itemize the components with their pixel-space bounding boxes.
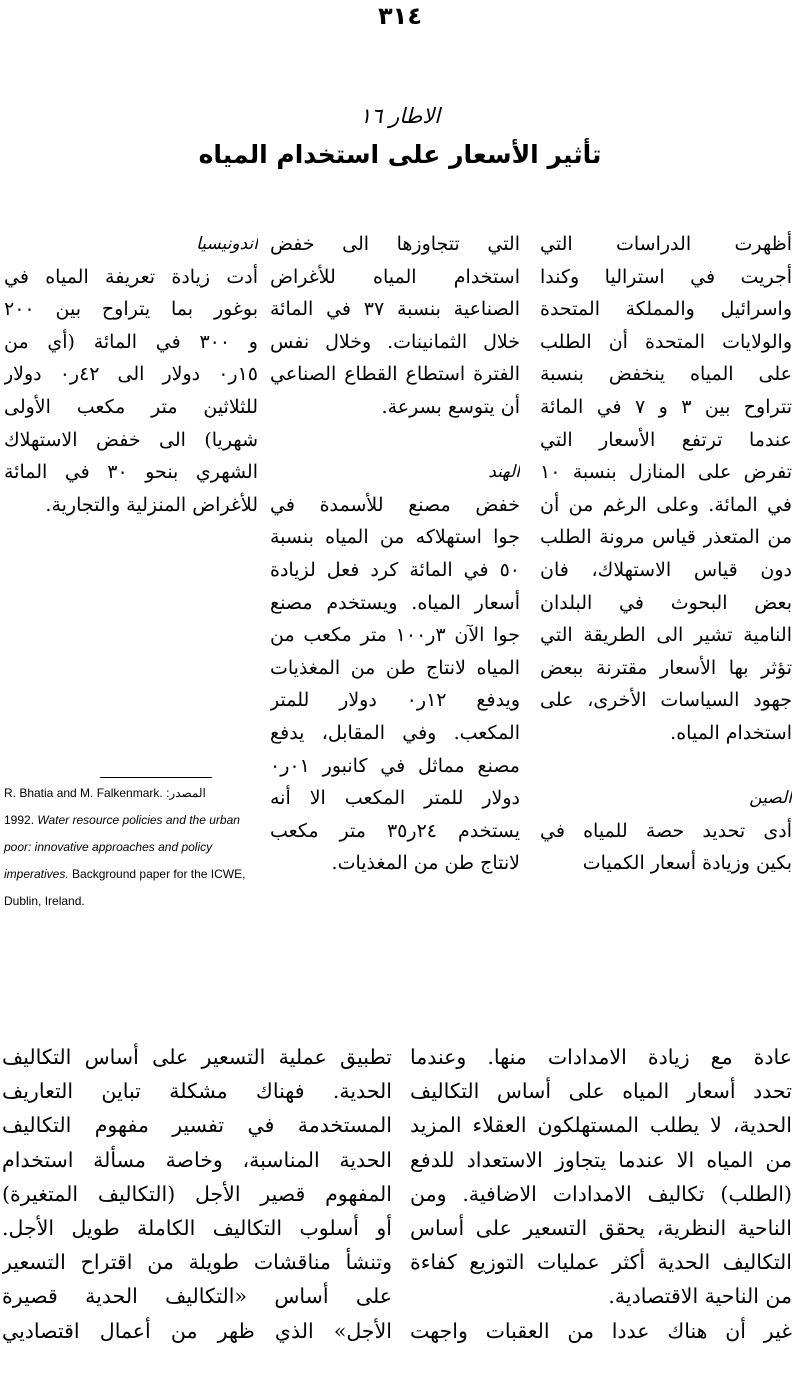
text-line: أجريت في استراليا وكندا — [540, 265, 792, 288]
text-line: الحدية، لا يطلب المستهلكون العقلاء المزيد — [410, 1113, 792, 1138]
text-line: تؤثر بها الأسعار مقترنة ببعض — [540, 656, 792, 679]
text-line: أظهرت الدراسات التي — [540, 233, 792, 255]
box-column-left — [4, 228, 258, 521]
text-line: على المياه ينخفض بنسبة — [540, 363, 792, 386]
text-line: جهود السياسات الأخرى، على — [540, 689, 792, 712]
text-line: خلال الثمانينات. وخلال نفس — [270, 330, 520, 353]
text-line: من المياه الا عندما يتجاوز الاستعداد للدفع — [410, 1147, 792, 1172]
text-line: الحدية المناسبة، وخاصة مسألة استخدام — [2, 1147, 392, 1172]
text-line: ٥٠ في المائة كرد فعل لزيادة — [270, 558, 520, 581]
text-line: الصناعية بنسبة ٣٧ في المائة — [270, 298, 520, 321]
text-line: بوغور بما يتراوح بين ٢٠٠ — [4, 298, 258, 321]
text-line: (الطلب) تكاليف الامدادات الاضافية. ومن — [410, 1181, 792, 1206]
footnote-rule — [100, 777, 212, 778]
text-line: أدى تحديد حصة للمياه في — [540, 819, 792, 842]
text-line: تفرض على المنازل بنسبة ١٠ — [540, 461, 792, 484]
section-heading: الصين — [749, 788, 792, 809]
text-line: جوا الآن ٣ر١٠٠ متر مكعب من — [270, 624, 520, 647]
text-line: و ٣٠٠ في المائة (أي من — [4, 330, 258, 353]
text-line: لانتاج طن من المغذيات. — [331, 852, 520, 875]
text-line: يستخدم ٢٤ر٣٥ متر مكعب — [270, 819, 520, 842]
text-line: في المائة. وعلى الرغم من أن — [540, 493, 792, 516]
text-line: الشهري بنحو ٣٠ في المائة — [4, 461, 258, 484]
body-column-left — [2, 1040, 392, 1348]
text-line: المفهوم قصير الأجل (التكاليف المتغيرة) — [2, 1181, 392, 1206]
text-line: مصنع مماثل في كانبور ٠١ر٠ — [270, 754, 520, 777]
box-column-right — [540, 228, 792, 880]
text-line: خفض مصنع للأسمدة في — [270, 493, 520, 516]
text-line: التكاليف الحدية أكثر عمليات التوزيع كفاءة — [410, 1250, 792, 1275]
source-title: Water resource policies and the urban poor: innovative approaches and policy imperatives. — [4, 813, 240, 881]
text-line: بعض البحوث في البلدان — [540, 591, 792, 614]
text-line: شهريا) الى خفض الاستهلاك — [4, 428, 258, 451]
text-line: من الناحية الاقتصادية. — [608, 1284, 792, 1309]
text-line: ١٥ر٠ دولار الى ٤٢ر٠ دولار — [4, 363, 258, 386]
text-line: أن يتوسع بسرعة. — [381, 395, 520, 418]
box-column-middle — [270, 228, 520, 880]
text-line: أدت زيادة تعريفة المياه في — [4, 265, 258, 288]
text-line: ويدفع ١٢ر٠ دولار للمتر — [270, 689, 520, 712]
text-line: الأجل» الذي ظهر من أعمال اقتصاديي — [2, 1318, 392, 1343]
text-line: على أساس «التكاليف الحدية قصيرة — [2, 1284, 392, 1309]
text-line: واسرائيل والمملكة المتحدة — [540, 298, 792, 321]
text-line: غير أن هناك عددا من العقبات واجهت — [410, 1318, 792, 1343]
text-line: دون قياس الاستهلاك، فان — [540, 558, 792, 581]
text-line: تتراوح بين ٣ و ٧ في المائة — [540, 395, 792, 418]
text-line: النامية تشير الى الطريقة التي — [540, 624, 792, 647]
text-line: تحدد أسعار المياه على أساس التكاليف — [410, 1079, 792, 1104]
text-line: والولايات المتحدة أن الطلب — [540, 330, 792, 353]
page-number: ٣١٤ — [378, 2, 422, 30]
source-label: المصدر: — [166, 786, 206, 800]
text-line: عادة مع زيادة الامدادات منها. وعندما — [410, 1045, 792, 1069]
text-line: المياه لانتاج طن من المغذيات — [270, 656, 520, 679]
text-line: الحدية. فهناك مشكلة تباين التعاريف — [2, 1079, 392, 1104]
text-line: وتنشأ مناقشات طويلة من اقتراح التسعير — [2, 1250, 392, 1275]
source-authors: R. Bhatia and M. Falkenmark. — [4, 786, 163, 800]
text-line: أو أسلوب التكاليف الكاملة طويل الأجل. — [2, 1215, 392, 1240]
text-line: دولار للمتر المكعب الا أنه — [270, 787, 520, 810]
body-column-right — [410, 1040, 792, 1348]
text-line: استخدام المياه. — [670, 721, 792, 744]
text-line: التي تتجاوزها الى خفض — [270, 233, 520, 255]
text-line: استخدام المياه للأغراض — [270, 265, 520, 288]
text-line: للثلاثين متر مكعب الأولى — [4, 395, 258, 418]
text-line: جوا استهلاكه من المياه بنسبة — [270, 526, 520, 549]
text-line: تطبيق عملية التسعير على أساس التكاليف — [2, 1045, 392, 1069]
source-year: 1992. — [4, 813, 35, 827]
source-footnote — [4, 780, 248, 915]
section-heading: أندونيسيا — [196, 234, 258, 254]
text-line — [540, 750, 792, 783]
text-line: المكعب. وفي المقابل، يدفع — [270, 721, 520, 744]
box-label: الاطار ١٦ — [359, 104, 441, 128]
text-line: عندما ترتفع الأسعار التي — [540, 428, 792, 451]
source-note: Background paper for the ICWE, Dublin, Ireland. — [4, 867, 246, 908]
text-line: بكين وزيادة أسعار الكميات — [582, 852, 792, 875]
text-line: الناحية النظرية، يحقق التسعير على أساس — [410, 1215, 792, 1240]
section-heading: الهند — [488, 462, 520, 483]
box-title: تأثير الأسعار على استخدام المياه — [198, 140, 602, 169]
text-line — [270, 424, 520, 457]
text-line: من المتعذر قياس مرونة الطلب — [540, 526, 792, 549]
text-line: الفترة استطاع القطاع الصناعي — [270, 363, 520, 386]
text-line: أسعار المياه. ويستخدم مصنع — [270, 591, 520, 614]
text-line: للأغراض المنزلية والتجارية. — [45, 493, 258, 516]
text-line: المستخدمة في تفسير مفهوم التكاليف — [2, 1113, 392, 1138]
